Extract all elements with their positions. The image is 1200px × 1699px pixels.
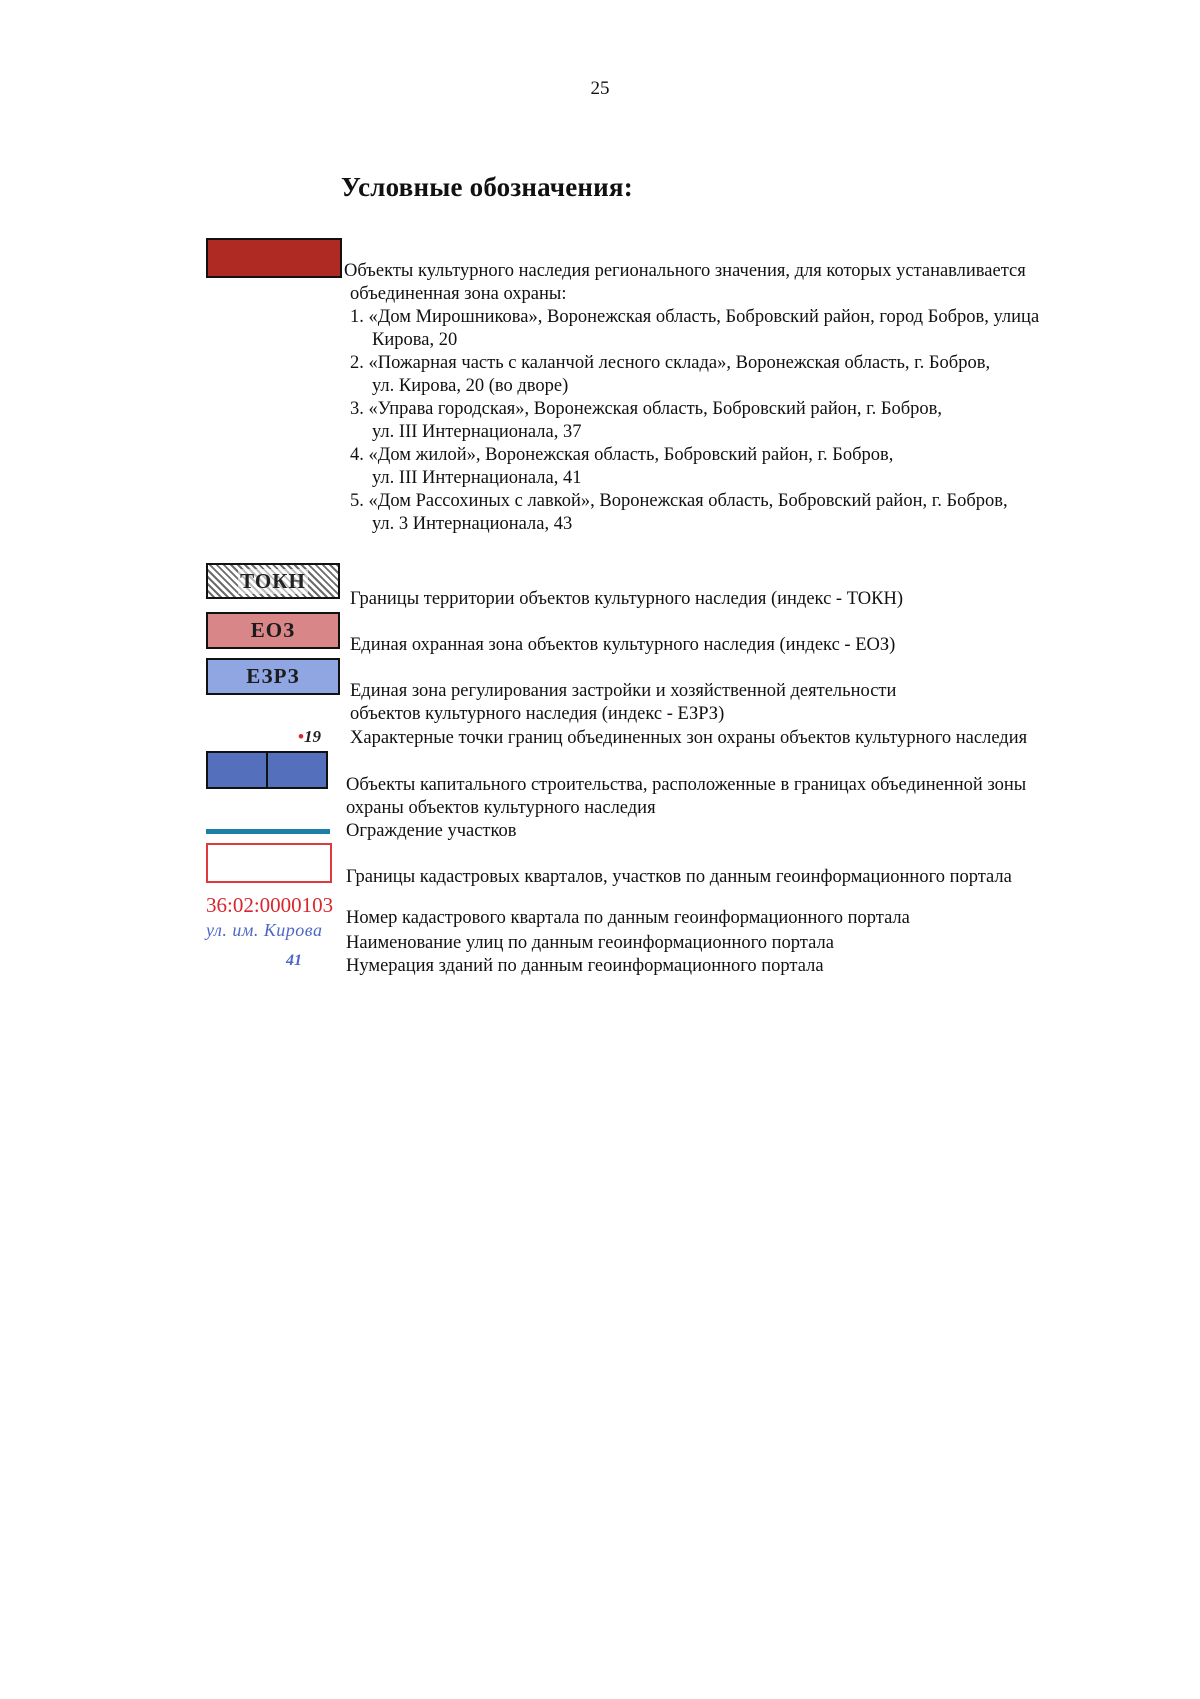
cadastral-number-text: Номер кадастрового квартала по данным геоинформационного портала: [346, 908, 910, 928]
okn-list-item-cont: ул. III Интернационала, 37: [372, 422, 582, 442]
cadastral-text: Границы кадастровых кварталов, участков по данным геоинформационного портала: [346, 867, 1012, 887]
okn-list-item-cont: ул. III Интернационала, 41: [372, 468, 582, 488]
street-name-sample: ул. им. Кирова: [206, 920, 323, 940]
boundary-point-number: 19: [303, 727, 321, 746]
oks-swatch-cell: [266, 753, 326, 787]
ezrz-swatch-label: ЕЗРЗ: [246, 664, 300, 688]
okn-list-item: 3. «Управа городская», Воронежская область, Бобровский район, г. Бобров,: [350, 399, 943, 419]
okn-list-item: 5. «Дом Рассохиных с лавкой», Воронежская область, Бобровский район, г. Бобров,: [350, 491, 1008, 511]
tokn-swatch: [206, 563, 340, 599]
ezrz-swatch: [206, 658, 340, 695]
ezrz-text-line1: Единая зона регулирования застройки и хозяйственной деятельности: [350, 681, 897, 701]
page-number: 25: [590, 78, 610, 99]
house-number-sample: 41: [286, 952, 302, 969]
eoz-swatch-label: ЕОЗ: [250, 618, 296, 642]
okn-list-item: 1. «Дом Мирошникова», Воронежская область, Бобровский район, город Бобров, улица: [350, 307, 1040, 327]
okn-list: [350, 306, 1039, 536]
points-text: Характерные точки границ объединенных зон охраны объектов культурного наследия: [350, 728, 1028, 748]
fence-line: [206, 829, 330, 834]
okn-list-item-cont: ул. 3 Интернационала, 43: [372, 514, 573, 534]
tokn-text: Границы территории объектов культурного наследия (индекс - ТОКН): [350, 589, 903, 609]
boundary-point-dot-icon: •: [298, 727, 304, 746]
legend-title: Условные обозначения:: [341, 172, 633, 202]
okn-list-item-cont: ул. Кирова, 20 (во дворе): [372, 376, 569, 396]
ezrz-text-line2: объектов культурного наследия (индекс - ЕЗРЗ): [350, 704, 725, 724]
street-name-text: Наименование улиц по данным геоинформационного портала: [346, 933, 834, 953]
cadastral-boundary-swatch: [206, 843, 332, 883]
boundary-point-marker: [298, 727, 321, 747]
okn-swatch: [206, 238, 342, 278]
okn-list-item: 4. «Дом жилой», Воронежская область, Бобровский район, г. Бобров,: [350, 445, 894, 465]
okn-intro-line2: объединенная зона охраны:: [350, 284, 567, 304]
oks-swatch-cell: [208, 753, 266, 787]
okn-list-item-cont: Кирова, 20: [372, 330, 458, 350]
house-number-text: Нумерация зданий по данным геоинформационного портала: [346, 956, 824, 976]
okn-intro-line1: Объекты культурного наследия регионального значения, для которых устанавливается: [344, 261, 1026, 281]
tokn-swatch-label: ТОКН: [240, 568, 306, 593]
okn-list-item: 2. «Пожарная часть с каланчой лесного склада», Воронежская область, г. Бобров,: [350, 353, 991, 373]
eoz-swatch: [206, 612, 340, 649]
oks-swatch: [206, 751, 328, 789]
fence-text: Ограждение участков: [346, 821, 517, 841]
oks-text-line1: Объекты капитального строительства, расположенные в границах объединенной зоны: [346, 775, 1027, 795]
oks-text-line2: охраны объектов культурного наследия: [346, 798, 656, 818]
cadastral-number-sample: 36:02:0000103: [206, 893, 334, 917]
eoz-text: Единая охранная зона объектов культурного наследия (индекс - ЕОЗ): [350, 635, 896, 655]
